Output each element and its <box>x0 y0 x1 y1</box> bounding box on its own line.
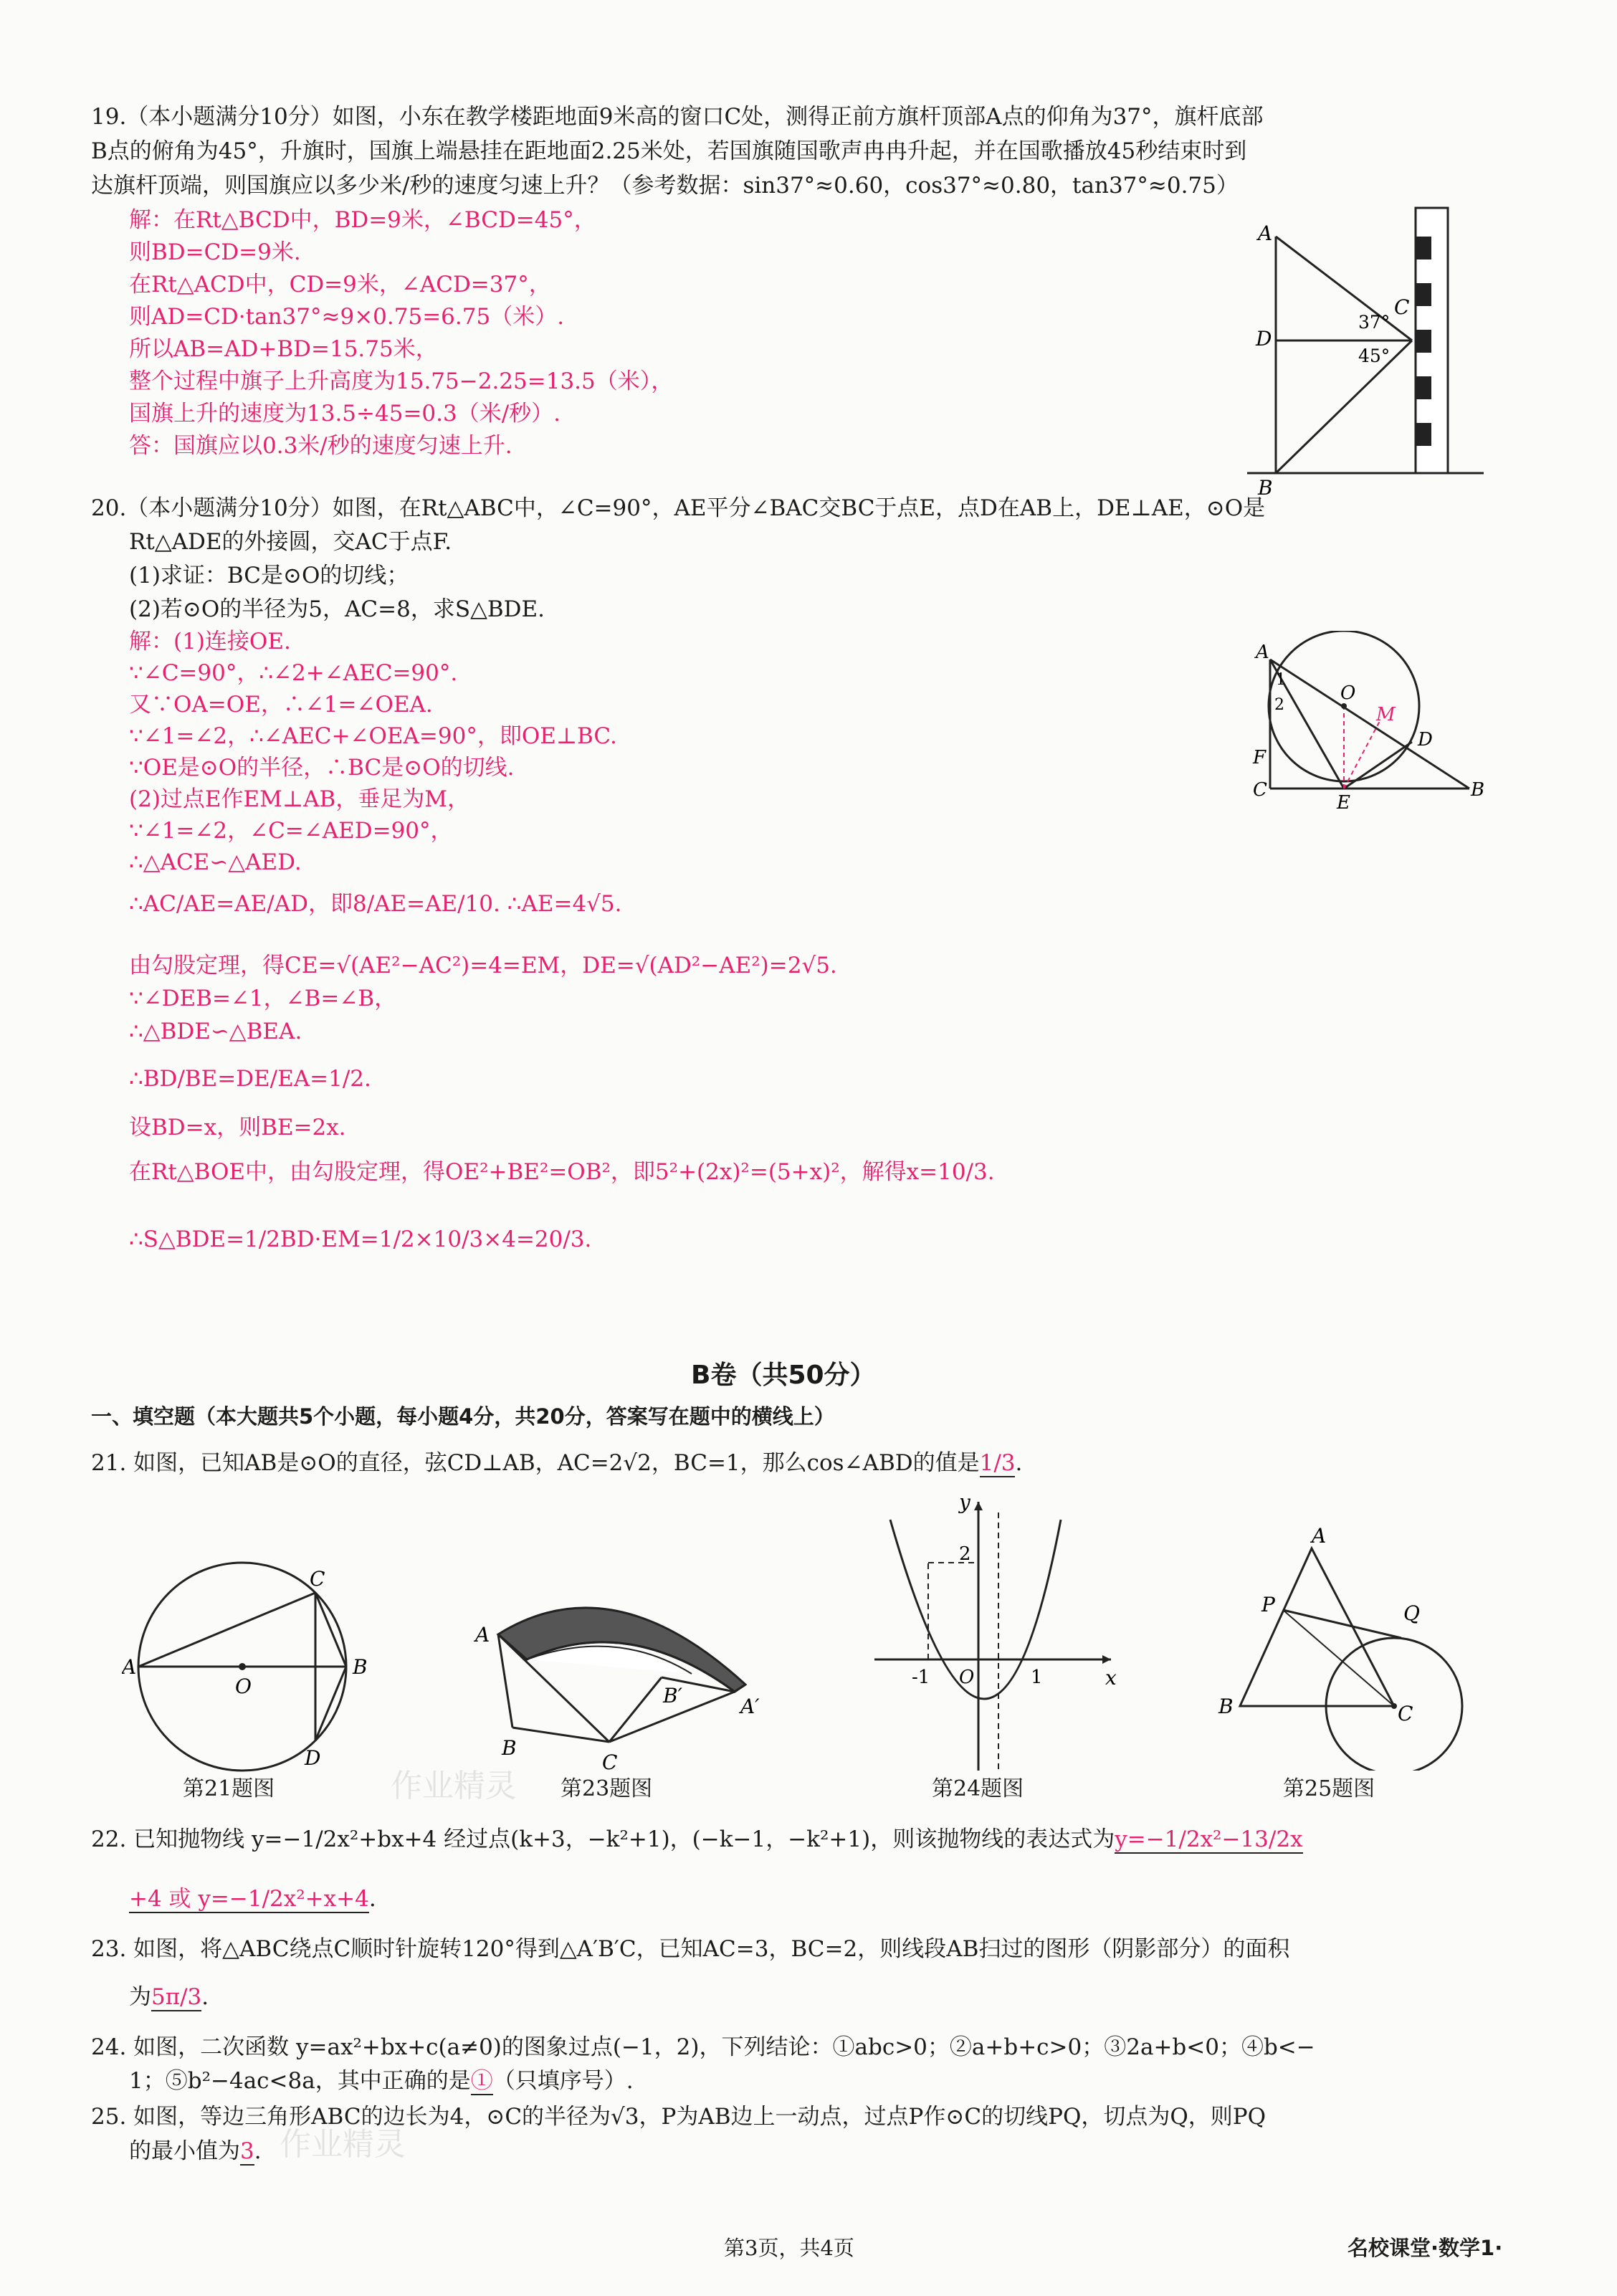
q24-line-1: 24. 如图，二次函数 y=ax²+bx+c(a≠0)的图象过点(−1，2)，下列结论：①abc>0；②a+b+c>0；③2a+b<0；④b<− <box>91 2034 1315 2060</box>
q19-answer-2: 则BD=CD=9米. <box>129 239 301 265</box>
line-AB <box>498 1634 512 1728</box>
label-C: C <box>1253 779 1267 801</box>
q24-answer: ① <box>470 2068 493 2094</box>
q19-answer-7: 国旗上升的速度为13.5÷45=0.3（米/秒）. <box>129 401 561 427</box>
q24-pre: 1；⑤b²−4ac<8a，其中正确的是 <box>129 2068 471 2094</box>
fig23 <box>469 1591 785 1778</box>
q24-line-2 <box>129 2066 634 2096</box>
q19-answer-3: 在Rt△ACD中，CD=9米，∠ACD=37°， <box>129 272 551 297</box>
q19-answer-4: 则AD=CD·tan37°≈9×0.75=6.75（米）. <box>129 304 565 330</box>
label-C: C <box>310 1567 325 1591</box>
q19-line-1: 19.（本小题满分10分）如图，小东在教学楼距地面9米高的窗口C处，测得正前方旗杆顶部A点的仰角为37°，旗杆底部 <box>91 104 1264 130</box>
fig21 <box>122 1556 380 1785</box>
part-b-title: B卷（共50分） <box>691 1361 876 1390</box>
q20-answer-10: 由勾股定理，得CE=√(AE²−AC²)=4=EM，DE=√(AD²−AE²)=2√5. <box>129 953 837 978</box>
page-number: 第3页，共4页 <box>724 2236 854 2260</box>
window <box>1416 376 1431 399</box>
label-D: D <box>1418 729 1433 751</box>
window <box>1416 283 1431 306</box>
label-B: B <box>502 1736 517 1760</box>
line-PC <box>1283 1610 1394 1706</box>
caption-24: 第24题图 <box>932 1776 1024 1801</box>
q20-answer-7: ∵∠1=∠2，∠C=∠AED=90°， <box>129 818 453 844</box>
label-B1: B′ <box>663 1684 682 1707</box>
label-P: P <box>1261 1593 1275 1616</box>
q20-line-4: (2)若⊙O的半径为5，AC=8，求S△BDE. <box>129 596 545 622</box>
q20-answer-3: 又∵OA=OE，∴∠1=∠OEA. <box>129 692 433 718</box>
label-E: E <box>1337 792 1350 810</box>
q20-answer-9: ∴AC/AE=AE/AD，即8/AE=AE/10. ∴AE=4√5. <box>129 891 622 917</box>
q22-line-1 <box>91 1824 1303 1854</box>
label-A1: A′ <box>740 1695 760 1718</box>
label-2: 2 <box>959 1543 971 1565</box>
window <box>1416 330 1431 353</box>
window <box>1416 237 1431 259</box>
watermark-1: 作业精灵 <box>391 1768 517 1804</box>
q21-question: 21. 如图，已知AB是⊙O的直径，弦CD⊥AB，AC=2√2，BC=1，那么cos∠ABD的值是 <box>91 1450 980 1476</box>
q20-answer-8: ∴△ACE∽△AED. <box>129 849 302 875</box>
q23-line-2 <box>129 1982 209 2012</box>
label-C: C <box>1394 295 1410 319</box>
q23-end: . <box>201 1984 209 2010</box>
q20-answer-14: 设BD=x，则BE=2x. <box>129 1115 346 1140</box>
label-y: y <box>959 1491 970 1514</box>
label-B: B <box>1471 779 1485 801</box>
q22-line-2 <box>129 1884 376 1914</box>
label-B: B <box>353 1655 368 1679</box>
label-A: A <box>1312 1527 1327 1548</box>
label-A: A <box>1258 221 1273 245</box>
caption-21: 第21题图 <box>183 1776 275 1801</box>
label-A: A <box>122 1655 137 1679</box>
window <box>1416 423 1431 446</box>
q20-answer-15: 在Rt△BOE中，由勾股定理，得OE²+BE²=OB²，即5²+(2x)²=(5+x)²，解得x=10/3. <box>129 1159 995 1185</box>
watermark-2: 作业精灵 <box>280 2126 406 2163</box>
label-M: M <box>1376 704 1396 725</box>
label-x: x <box>1105 1666 1117 1690</box>
q20-answer-5: ∵OE是⊙O的半径，∴BC是⊙O的切线. <box>129 755 515 781</box>
label-O: O <box>1340 682 1356 704</box>
line-BC <box>512 1728 609 1742</box>
q19-line-2: B点的俯角为45°，升旗时，国旗上端悬挂在距地面2.25米处，若国旗随国歌声冉冉升起，并在国歌播放45秒结束时到 <box>91 138 1247 164</box>
q24-post: （只填序号）. <box>492 2068 634 2094</box>
label-37: 37° <box>1358 312 1391 333</box>
q20-figure <box>1240 631 1491 810</box>
q21-answer: 1/3 <box>979 1450 1016 1476</box>
q19-answer-8: 答：国旗应以0.3米/秒的速度匀速上升. <box>129 433 512 459</box>
q25-line-1: 25. 如图，等边三角形ABC的边长为4，⊙C的半径为√3，P为AB边上一动点，过点P作⊙C的切线PQ，切点为Q，则PQ <box>91 2104 1267 2130</box>
q20-answer-13: ∴BD/BE=DE/EA=1/2. <box>129 1066 371 1092</box>
q19-answer-1: 解：在Rt△BCD中，BD=9米，∠BCD=45°， <box>129 207 596 233</box>
line-AC <box>138 1593 315 1667</box>
label-A: A <box>475 1623 490 1647</box>
label-1: 1 <box>1031 1667 1043 1688</box>
fig25 <box>1211 1527 1477 1771</box>
q21-end: . <box>1015 1450 1023 1476</box>
q23-answer: 5π/3 <box>151 1984 202 2010</box>
q19-answer-5: 所以AB=AD+BD=15.75米， <box>129 336 438 362</box>
label-B: B <box>1258 476 1273 500</box>
q20-line-3: (1)求证：BC是⊙O的切线； <box>129 563 409 589</box>
triangle-ABC <box>1240 1548 1394 1706</box>
line-ED <box>1344 742 1412 789</box>
fig24 <box>867 1491 1125 1778</box>
q20-answer-1: 解：(1)连接OE. <box>129 629 291 654</box>
line-DB <box>315 1667 346 1740</box>
label-C: C <box>602 1750 618 1774</box>
line-AC <box>1276 237 1412 340</box>
q22-end: . <box>368 1886 376 1912</box>
label-2: 2 <box>1274 696 1284 714</box>
q22-answer-1: y=−1/2x²−13/2x <box>1115 1826 1303 1852</box>
label-minus1: -1 <box>912 1667 930 1688</box>
q25-line-2 <box>129 2136 262 2166</box>
q25-end: . <box>254 2138 262 2164</box>
section-header: 一、填空题（本大题共5个小题，每小题4分，共20分，答案写在题中的横线上） <box>91 1404 835 1429</box>
q25-answer: 3 <box>240 2138 254 2164</box>
line-PQ <box>1283 1610 1401 1638</box>
label-B: B <box>1218 1695 1234 1718</box>
q20-answer-11: ∵∠DEB=∠1，∠B=∠B， <box>129 986 397 1011</box>
q19-answer-6: 整个过程中旗子上升高度为15.75−2.25=13.5（米）， <box>129 368 674 394</box>
q25-pre: 的最小值为 <box>129 2138 240 2164</box>
q20-answer-16: ∴S△BDE=1/2BD·EM=1/2×10/3×4=20/3. <box>129 1226 592 1252</box>
footer-brand: 名校课堂·数学1· <box>1348 2236 1503 2260</box>
q20-answer-6: (2)过点E作EM⊥AB，垂足为M， <box>129 786 469 812</box>
label-C: C <box>1398 1702 1413 1725</box>
q19-figure <box>1247 201 1491 502</box>
label-O: O <box>235 1675 252 1698</box>
label-O: O <box>959 1667 975 1688</box>
label-D: D <box>305 1746 321 1770</box>
q21-text <box>91 1448 1022 1478</box>
line-BC <box>1276 340 1412 473</box>
label-45: 45° <box>1358 346 1391 366</box>
label-1: 1 <box>1276 671 1286 689</box>
caption-25: 第25题图 <box>1283 1776 1375 1801</box>
label-A: A <box>1256 642 1269 663</box>
q23-line-1: 23. 如图，将△ABC绕点C顺时针旋转120°得到△A′B′C，已知AC=3，BC=2，则线段AB扫过的图形（阴影部分）的面积 <box>91 1936 1290 1962</box>
line-AB <box>1270 659 1469 789</box>
q22-question: 22. 已知抛物线 y=−1/2x²+bx+4 经过点(k+3，−k²+1)，(−k−1，−k²+1)，则该抛物线的表达式为 <box>91 1826 1115 1852</box>
q23-pre: 为 <box>129 1984 151 2010</box>
q20-answer-12: ∴△BDE∽△BEA. <box>129 1019 302 1044</box>
q20-answer-4: ∵∠1=∠2，∴∠AEC+∠OEA=90°，即OE⊥BC. <box>129 723 617 749</box>
caption-23: 第23题图 <box>561 1776 653 1801</box>
q20-answer-2: ∵∠C=90°，∴∠2+∠AEC=90°. <box>129 660 458 686</box>
q20-line-2: Rt△ADE的外接圆，交AC于点F. <box>129 529 452 555</box>
line-CB <box>315 1593 346 1667</box>
label-Q: Q <box>1403 1601 1420 1625</box>
q20-line-1: 20.（本小题满分10分）如图，在Rt△ABC中，∠C=90°，AE平分∠BAC交BC于点E，点D在AB上，DE⊥AE，⊙O是 <box>91 495 1266 521</box>
label-D: D <box>1256 327 1272 351</box>
q22-answer-2: +4 或 y=−1/2x²+x+4 <box>129 1886 369 1912</box>
label-F: F <box>1253 747 1267 768</box>
q19-line-3: 达旗杆顶端，则国旗应以多少米/秒的速度匀速上升？（参考数据：sin37°≈0.60，cos37°≈0.80，tan37°≈0.75） <box>91 173 1239 199</box>
